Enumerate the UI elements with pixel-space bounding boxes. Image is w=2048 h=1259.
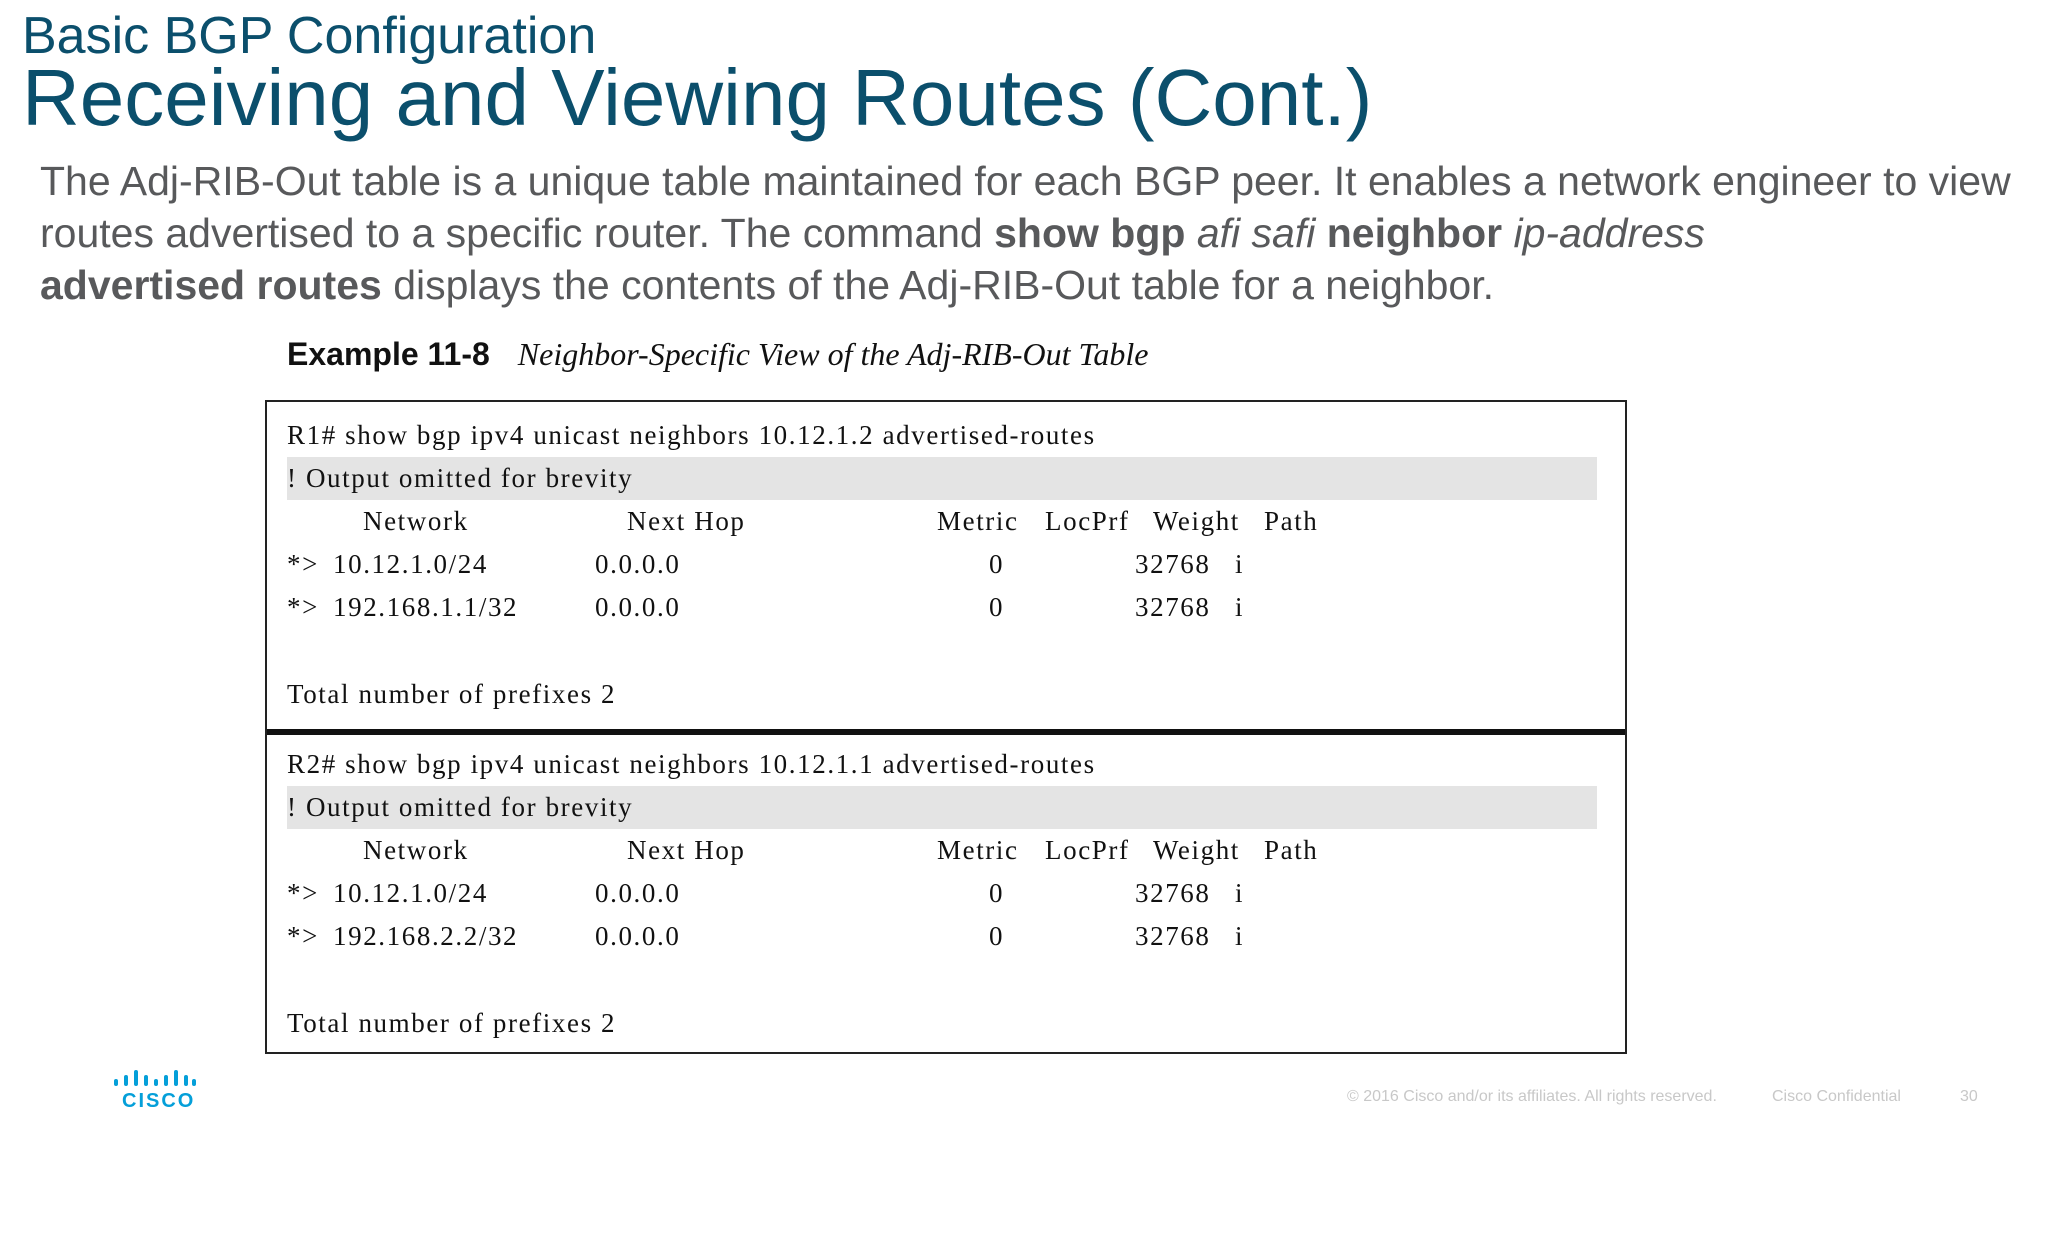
code-output-box <box>265 400 1627 1054</box>
cisco-logo-icon <box>114 1070 196 1090</box>
header-network: Network <box>363 506 469 536</box>
r1-total-prefixes: Total number of prefixes 2 <box>287 679 617 709</box>
row-path: i <box>1235 549 1245 579</box>
row-network: 192.168.1.1/32 <box>333 592 519 622</box>
row-metric: 0 <box>989 549 1005 579</box>
row-status: *> <box>287 921 319 951</box>
row-weight: 32768 <box>1135 592 1211 622</box>
example-label: Example 11-8 <box>287 336 490 372</box>
row-next-hop: 0.0.0.0 <box>595 878 681 908</box>
body-text-2: displays the contents of the Adj-RIB-Out table for a neighbor. <box>381 262 1495 308</box>
r2-command: R2# show bgp ipv4 unicast neighbors 10.12.1.1 advertised-routes <box>287 749 1096 779</box>
row-status: *> <box>287 878 319 908</box>
body-paragraph <box>40 155 2030 311</box>
r2-omitted-line: ! Output omitted for brevity <box>287 786 1597 829</box>
row-weight: 32768 <box>1135 549 1211 579</box>
r1-command: R1# show bgp ipv4 unicast neighbors 10.12.1.2 advertised-routes <box>287 420 1096 450</box>
header-metric: Metric <box>937 506 1019 536</box>
row-path: i <box>1235 921 1245 951</box>
row-path: i <box>1235 592 1245 622</box>
r2-header-row <box>287 829 1597 872</box>
footer-copyright: © 2016 Cisco and/or its affiliates. All rights reserved. <box>1347 1088 1717 1105</box>
example-title: Neighbor-Specific View of the Adj-RIB-Out Table <box>517 336 1149 372</box>
row-next-hop: 0.0.0.0 <box>595 549 681 579</box>
footer-confidential: Cisco Confidential <box>1772 1088 1901 1105</box>
table-row <box>287 586 1597 629</box>
table-row <box>287 872 1597 915</box>
row-metric: 0 <box>989 921 1005 951</box>
body-text-1: The Adj-RIB-Out table is a unique table maintained for each BGP peer. It enables a network engineer to view routes advertised to a specific router. The command <box>40 158 2011 256</box>
footer-page-number: 30 <box>1960 1088 1978 1105</box>
table-row <box>287 543 1597 586</box>
header-weight: Weight <box>1153 506 1240 536</box>
row-weight: 32768 <box>1135 921 1211 951</box>
header-next-hop: Next Hop <box>627 506 746 536</box>
header-next-hop: Next Hop <box>627 835 746 865</box>
row-path: i <box>1235 878 1245 908</box>
header-locprf: LocPrf <box>1045 835 1130 865</box>
header-weight: Weight <box>1153 835 1240 865</box>
cisco-logo-word: CISCO <box>122 1090 196 1112</box>
cmd-neighbor: neighbor <box>1326 210 1503 256</box>
header-metric: Metric <box>937 835 1019 865</box>
cmd-show-bgp: show bgp <box>994 210 1186 256</box>
table-row <box>287 915 1597 958</box>
header-locprf: LocPrf <box>1045 506 1130 536</box>
example-caption <box>287 336 1148 373</box>
row-status: *> <box>287 592 319 622</box>
row-next-hop: 0.0.0.0 <box>595 921 681 951</box>
header-path: Path <box>1264 506 1319 536</box>
header-network: Network <box>363 835 469 865</box>
row-network: 10.12.1.0/24 <box>333 878 488 908</box>
row-metric: 0 <box>989 592 1005 622</box>
slide-title: Receiving and Viewing Routes (Cont.) <box>22 53 1373 142</box>
row-network: 192.168.2.2/32 <box>333 921 519 951</box>
r2-total-prefixes: Total number of prefixes 2 <box>287 1008 617 1038</box>
slide-subtitle: Basic BGP Configuration <box>22 7 597 65</box>
r1-omitted-line: ! Output omitted for brevity <box>287 457 1597 500</box>
row-status: *> <box>287 549 319 579</box>
cmd-afi-safi: afi safi <box>1185 210 1327 256</box>
r1-header-row <box>287 500 1597 543</box>
row-network: 10.12.1.0/24 <box>333 549 488 579</box>
header-path: Path <box>1264 835 1319 865</box>
row-weight: 32768 <box>1135 878 1211 908</box>
row-metric: 0 <box>989 878 1005 908</box>
cmd-advertised-routes: advertised routes <box>40 262 382 308</box>
row-next-hop: 0.0.0.0 <box>595 592 681 622</box>
section-divider <box>267 729 1625 735</box>
cmd-ip-address: ip-address <box>1502 210 1705 256</box>
